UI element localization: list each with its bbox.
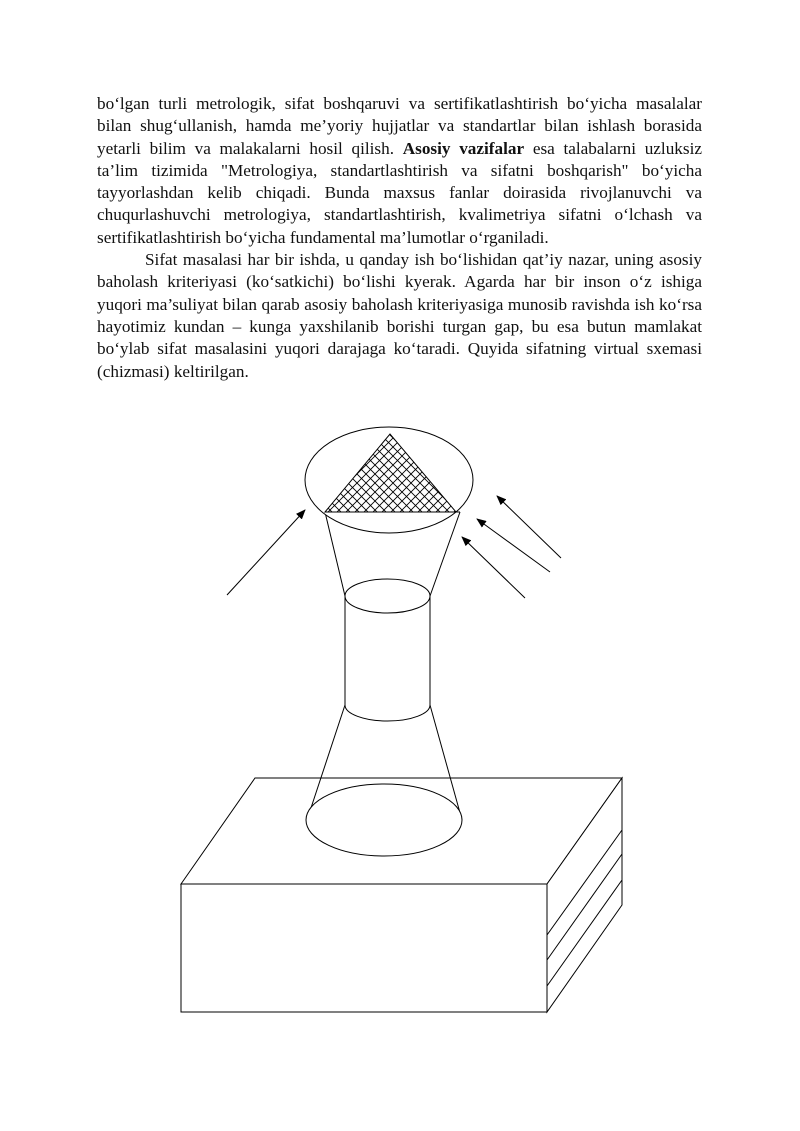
bold-term: Asosiy vazifalar [402, 138, 525, 158]
right-arrow-1 [497, 496, 561, 558]
quality-scheme-figure [170, 425, 630, 1025]
paragraph-2: Sifat masalasi har bir ishda, u qanday ish bo‘lishidan qat’iy nazar, uning asosiy baholash kriteriyasi (ko‘satkichi) bo‘lishi kyerak. Agarda har bir inson o‘z ishiga yuqori ma’suliyat bilan qarab asosiy baholash kriteriyasiga munosib ravishda ish ko‘rsa hayotimiz kundan – kunga yaxshilanib borishi turgan gap, bu esa butun mamlakat bo‘ylab sifat masalasini yuqori darajaga ko‘taradi. Quyida sifatning virtual sxemasi (chizmasi) keltirilgan. [97, 250, 702, 381]
paragraph-1-continuation: esa talabalarni uzluksiz ta’lim tizimida "Metrologiya, standartlashtirish va sifatni boshqarish" bo‘yicha tayyorlashdan kelib chiqadi. Bunda maxsus fanlar doirasida rivojlanuvchi va chuqurlashuvchi metrologiya, standartlashtirish, kvalimetriya sifatni o‘lchash va sertifikatlashtirish bo‘yicha fundamental ma’lumotlar o‘rganiladi. [97, 138, 702, 247]
box-front-face [181, 884, 547, 1012]
right-arrow-2 [477, 519, 550, 572]
paragraph-1 [97, 93, 702, 249]
cylinder [345, 579, 430, 721]
left-arrow [227, 510, 305, 595]
paragraph-1-text: bo‘lgan turli metrologik, sifat boshqaruvi va sertifikatlashtirish bo‘yicha masalalar bilan shug‘ullanish, hamda me’yoriy hujjatlar va standartlar bilan ishlash borasida yetarli bilim va malakalarni hosil qilish. [97, 94, 702, 158]
right-arrow-3 [462, 537, 525, 598]
body-text [97, 93, 702, 383]
